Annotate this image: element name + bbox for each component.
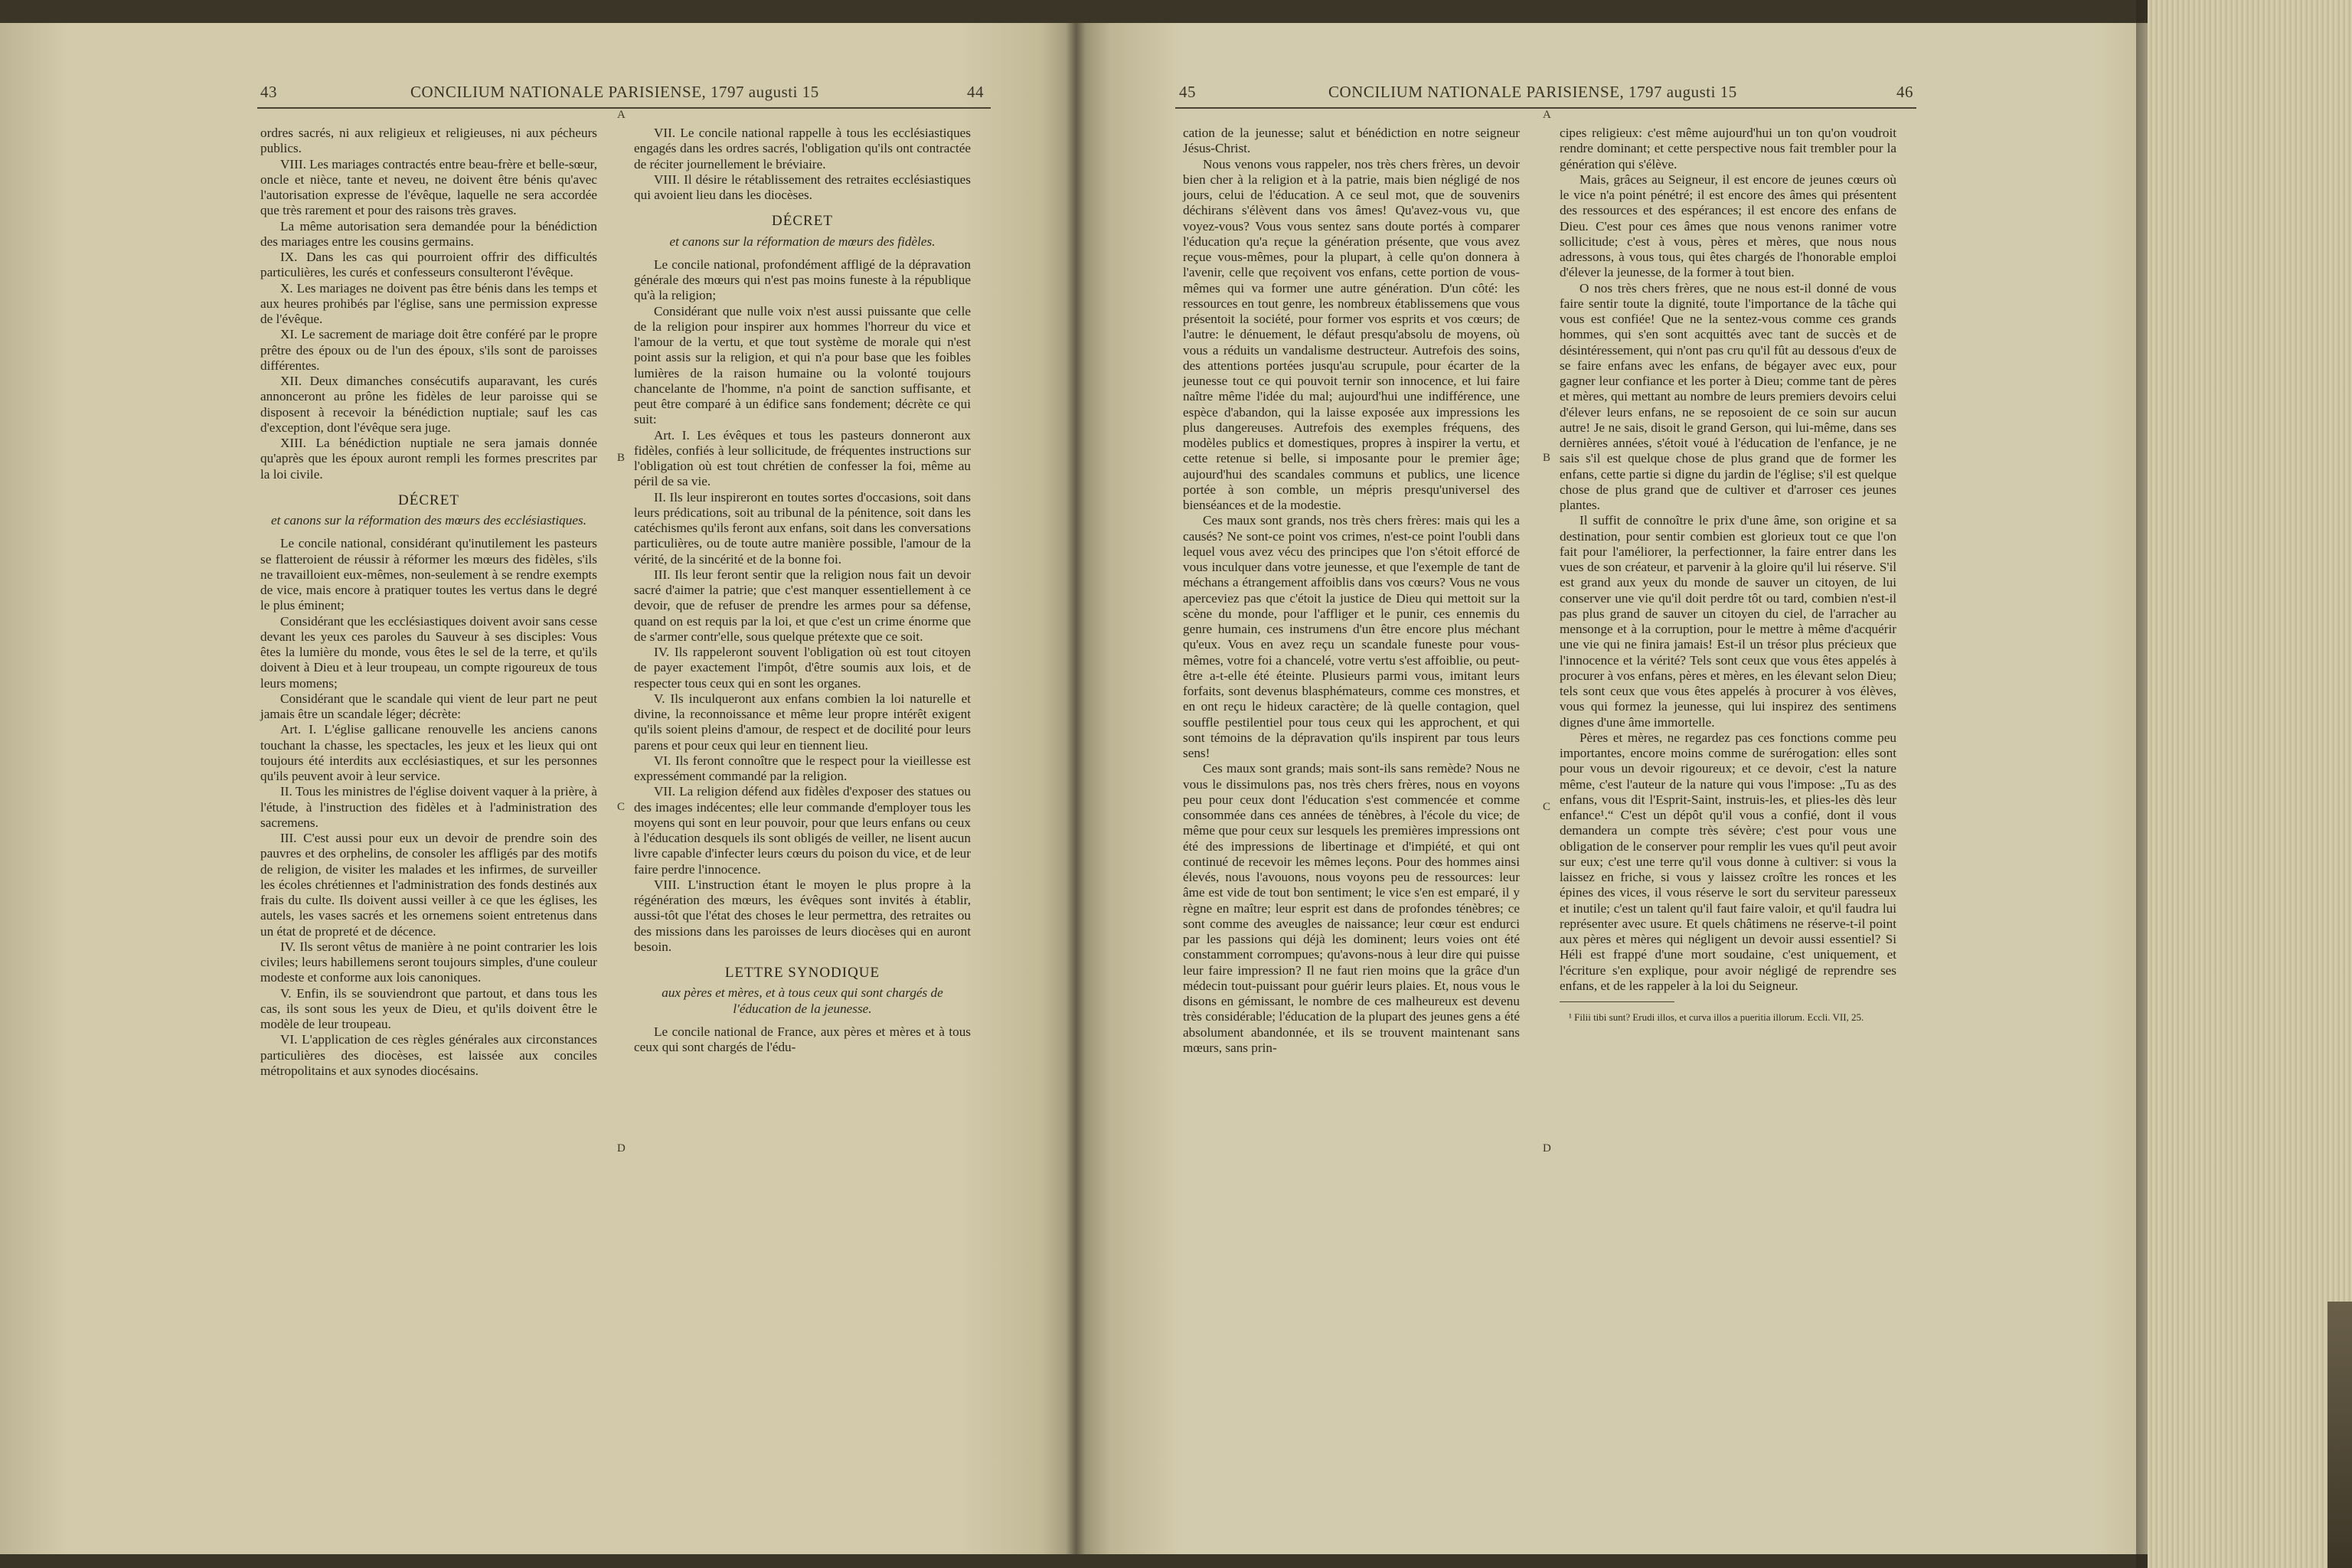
paragraph: VI. Ils feront connoître que le respect pour la vieillesse est expressément commandé par la religion. <box>634 753 971 783</box>
paragraph: Le concile national de France, aux pères et mères et à tous ceux qui sont chargés de l'édu- <box>634 1024 971 1054</box>
margin-marker: B <box>1543 452 1551 464</box>
paragraph: IV. Ils seront vêtus de manière à ne point contrarier les lois civiles; leurs habillemens seront toujours simples, d'une couleur modeste et conforme aux lois canoniques. <box>260 939 597 985</box>
paragraph: cation de la jeunesse; salut et bénédiction en notre seigneur Jésus-Christ. <box>1183 126 1520 156</box>
column-46 <box>1560 126 1896 1024</box>
page-number: 43 <box>260 83 277 101</box>
page-number: 45 <box>1179 83 1196 101</box>
paragraph: II. Ils leur inspireront en toutes sortes d'occasions, soit dans leurs prédications, soit au tribunal de la pénitence, soit dans les catéchismes qu'ils feront aux enfans, soit dans les conversations particulières, ou de toute autre manière possible, l'amour de la vérité, de la sincérité et de la bonne foi. <box>634 489 971 567</box>
running-title: CONCILIUM NATIONALE PARISIENSE, 1797 augusti 15 <box>410 83 819 101</box>
paragraph: cipes religieux: c'est même aujourd'hui un ton qu'on voudroit rendre dominant; et cette perspective nous fait trembler pour la génération qui s'élève. <box>1560 126 1896 172</box>
paragraph: Ces maux sont grands; mais sont-ils sans remède? Nous ne vous le dissimulons pas, nos très chers frères, nous en voyons peu pour ceux dont l'éducation s'est commencée et comme consommée dans ces années de ténèbres, à l'école du vice; de même que pour ceux sur lesquels les premières impressions ont été des impressions de libertinage et d'impiété, et qui ont continué de recevoir les mêmes leçons. Pour des hommes ainsi élevés, nous l'avouons, nous voyons peu de ressources: leur âme est vide de tout bon sentiment; le vice s'en est emparé, il y règne en maître; leur esprit est dans de profondes ténèbres; ce sont comme des aveugles de naissance; leur cœur est endurci par les passions qui déjà les dominent; leurs voies ont été constamment corrompues; qu'avons-nous à leur dire qui puisse leur faire impression? Il ne faut rien moins que la grâce d'un médecin tout-puissant pour guérir leurs plaies. Et, nous vous le disons en gémissant, le nombre de ces malheureux est devenu très considérable; l'éducation de la plupart des jeunes gens a été absolument abandonnée, et ils se trouvent maintenant sans mœurs, sans prin- <box>1183 761 1520 1055</box>
running-title: CONCILIUM NATIONALE PARISIENSE, 1797 augusti 15 <box>1328 83 1737 101</box>
section-subheading: et canons sur la réformation de mœurs des fidèles. <box>669 234 936 249</box>
paragraph: La même autorisation sera demandée pour la bénédiction des mariages entre les cousins germains. <box>260 218 597 249</box>
paragraph: V. Enfin, ils se souviendront que partout, et dans tous les cas, ils sont sous les yeux de Dieu, et qu'ils doivent être le modèle de leur troupeau. <box>260 985 597 1031</box>
margin-marker: C <box>617 801 626 813</box>
paragraph: Mais, grâces au Seigneur, il est encore de jeunes cœurs où le vice n'a point pénétré; il est encore des âmes qui présentent des ressources et des espérances; il est encore des enfans de Dieu. C'est pour ces âmes que nous venons ranimer votre sollicitude; c'est à vous, pères et mères, que nous nous adressons, à vous tous, qui êtes chargés de l'honorable emploi d'élever la jeunesse, de la former à tout bien. <box>1560 172 1896 280</box>
paragraph: VII. La religion défend aux fidèles d'exposer des statues ou des images indécentes; elle leur commande d'employer tous les moyens qui sont en leur pouvoir, pour que leurs enfans ou ceux à l'éducation desquels ils sont obligés de veiller, ne lisent aucun livre capable d'infecter leurs cœurs du poison du vice, et de leur faire perdre l'innocence. <box>634 784 971 877</box>
section-subheading: aux pères et mères, et à tous ceux qui sont chargés de l'éducation de la jeunesse. <box>662 985 943 1016</box>
section-subheading: et canons sur la réformation des mœurs des ecclésiastiques. <box>271 513 586 528</box>
paragraph: X. Les mariages ne doivent pas être bénis dans les temps et aux heures prohibés par l'église, sans une permission expresse de l'évêque. <box>260 280 597 326</box>
paragraph: Nous venons vous rappeler, nos très chers frères, un devoir bien cher à la religion et à la patrie, mais bien négligé de nos jours, celui de l'éducation. A ce seul mot, que de souvenirs déchirans s'élèvent dans vos âmes! Qu'avez-vous vu, que voyez-vous? Vous vous sentez sans doute portés à comparer l'éducation qu'a reçue la génération présente, que vous avez reçue vous-mêmes, pour la plupart, à celle qu'on donnera à l'avenir, celle que reçoivent vos enfans, cette portion de vous-mêmes qui va former une autre génération. D'un côté: les ressources en tout genre, les nombreux établissemens que vous présentoit la société, pour former vos esprits et vos cœurs; de l'autre: le dénuement, le défaut presqu'absolu de moyens, où vous a réduits un vandalisme destructeur. Autrefois des soins, des attentions portées jusqu'au scrupule, pour écarter de la jeunesse tout ce qui pouvoit ternir son innocence, et lui faire naître même l'idée du mal; aujourd'hui une indifférence, une espèce d'abandon, qui la laisse exposée aux impressions les plus dangereuses. Autrefois des exemples fréquens, des modèles publics et domestiques, propres à inspirer la vertu, et cette retenue si belle, si imposante pour le premier âge; aujourd'hui des scandales communs et publics, une licence portée à son comble, un mépris presqu'universel des bienséances et de la modestie. <box>1183 156 1520 512</box>
section-heading: DÉCRET <box>398 492 459 508</box>
margin-marker: C <box>1543 801 1551 813</box>
paragraph: ordres sacrés, ni aux religieux et religieuses, ni aux pécheurs publics. <box>260 126 597 156</box>
paragraph: XI. Le sacrement de mariage doit être conféré par le propre prêtre des époux ou de l'un des époux, s'ils sont de paroisses différentes. <box>260 327 597 373</box>
page-edge-stack <box>2148 0 2352 1568</box>
paragraph: Considérant que nulle voix n'est aussi puissante que celle de la religion pour inspirer aux hommes l'horreur du vice et l'amour de la vertu, et que tout système de morale qui n'est point assis sur la religion, et qui n'a pour base que les foibles lumières de la raison humaine ou la volonté toujours chancelante de l'homme, n'a point de sanction suffisante, et peut être comparé à un édifice sans fondement; décrète ce qui suit: <box>634 303 971 427</box>
paragraph: VIII. Les mariages contractés entre beau-frère et belle-sœur, oncle et nièce, tante et neveu, ne doivent être bénis qu'avec l'autorisation expresse de l'évêque, laquelle ne sera accordée que très rarement et pour des raisons très graves. <box>260 156 597 218</box>
paragraph: O nos très chers frères, que ne nous est-il donné de vous faire sentir toute la dignité, toute l'importance de la tâche qui vous est confiée! Que ne la sentez-vous comme ces grands hommes, qui s'en sont acquittés avec tant de succès et de désintéressement, qui n'ont pas cru qu'il fût au dessous d'eux de se faire enfans avec les enfans, de bégayer avec eux, pour gagner leur confiance et les porter à Dieu; comme tant de pères et mères, qui mettant au nombre de leurs premiers devoirs celui d'élever leurs enfans, ne se reposoient de ce soin sur aucun autre! Je ne sais, disoit le grand Gerson, qui lui-même, dans ses dernières années, s'étoit voué à l'éducation de l'enfance, je ne sais s'il est quelque chose de plus grand que de former les enfans, cette partie si digne du jardin de l'église; s'il est quelque chose de plus grand que de cultiver et d'arroser ces jeunes plantes. <box>1560 280 1896 512</box>
section-heading: DÉCRET <box>772 213 833 230</box>
book-gutter <box>1066 23 1086 1554</box>
paragraph: Art. I. Les évêques et tous les pasteurs donneront aux fidèles, confiés à leur sollicitude, de fréquentes instructions sur l'obligation où est tout chrétien de confesser la foi, même au péril de sa vie. <box>634 427 971 489</box>
margin-marker: D <box>1543 1142 1551 1155</box>
right-page <box>1076 23 2148 1554</box>
paragraph: VIII. Il désire le rétablissement des retraites ecclésiastiques qui avoient lieu dans les diocèses. <box>634 172 971 202</box>
paragraph: Le concile national, profondément affligé de la dépravation générale des mœurs qui n'est pas moins funeste à la république qu'à la religion; <box>634 256 971 303</box>
paragraph: XIII. La bénédiction nuptiale ne sera jamais donnée qu'après que les époux auront rempli les formes prescrites par la loi civile. <box>260 436 597 482</box>
paragraph: Le concile national, considérant qu'inutilement les pasteurs se flatteroient de réussir à réformer les mœurs des fidèles, s'ils ne travailloient eux-mêmes, non-seulement à se rendre exempts de vice, mais encore à pratiquer toutes les vertus dans le degré le plus éminent; <box>260 536 597 613</box>
background-corner <box>2328 1302 2352 1568</box>
paragraph: VIII. L'instruction étant le moyen le plus propre à la régénération des mœurs, les évêques sont invités à établir, aussi-tôt que l'état des choses le leur permettra, des retraites ou des missions dans les paroisses de leurs diocèses qui en auront besoin. <box>634 877 971 954</box>
paragraph: Considérant que le scandale qui vient de leur part ne peut jamais être un scandale léger; décrète: <box>260 691 597 721</box>
paragraph: IX. Dans les cas qui pourroient offrir des difficultés particulières, les curés et confesseurs consulteront l'évêque. <box>260 250 597 280</box>
paragraph: IV. Ils rappeleront souvent l'obligation où est tout citoyen de payer exactement l'impôt, d'être soumis aux lois, et de respecter tous ceux qui en sont les organes. <box>634 645 971 691</box>
footnote: ¹ Filii tibi sunt? Erudi illos, et curva illos a pueritia illorum. Eccli. VII, 25. <box>1569 1011 1864 1023</box>
paragraph: Ces maux sont grands, nos très chers frères: mais qui les a causés? Ne sont-ce point vos crimes, n'est-ce point l'oubli dans lequel vous avez vécu des principes que l'on s'étoit efforcé de vous inculquer dans votre jeunesse, et que l'exemple de tant de méchans a étrangement affoiblis dans vos cœurs? Vous ne vous aperceviez pas que c'étoit la justice de Dieu qui mettoit sur la scène du monde, pour l'affliger et le punir, ces ennemis du genre humain, ces instrumens d'un être encore plus méchant qu'eux. Vous en avez reçu un scandale funeste pour vous-mêmes, votre foi a chancelé, votre vertu s'est affoiblie, ou peut-être a-t-elle été éteinte. Plusieurs parmi vous, imitant leurs forfaits, sont devenus blasphémateurs, comme ces monstres, et en ont reçu le hideux caractère; de là quelle contagion, quel souffle pestilentiel pour tous ceux qui les approchent, et qui sont témoins de la dépravation qu'ils inspirent par tous leurs sens! <box>1183 513 1520 760</box>
left-page <box>0 23 1076 1554</box>
section-heading: LETTRE SYNODIQUE <box>724 965 880 981</box>
paragraph: XII. Deux dimanches consécutifs auparavant, les curés annonceront au prône les fidèles de leur paroisse qui se disposent à recevoir la bénédiction nuptiale; sauf les cas d'exception, dont l'évêque sera juge. <box>260 374 597 435</box>
paragraph: VII. Le concile national rappelle à tous les ecclésiastiques engagés dans les ordres sacrés, l'obligation qu'ils ont contractée de réciter journellement le bréviaire. <box>634 126 971 172</box>
paragraph: VI. L'application de ces règles générales aux circonstances particulières des diocèses, est laissée aux conciles métropolitains et aux synodes diocésains. <box>260 1032 597 1078</box>
column-45 <box>1183 126 1520 1056</box>
paragraph: V. Ils inculqueront aux enfans combien la loi naturelle et divine, la reconnoissance et même leur propre intérêt exigent qu'ils soient pleins d'amour, de respect et de docilité pour leurs parens et pour ceux qui leur en tiennent lieu. <box>634 691 971 753</box>
paragraph: Considérant que les ecclésiastiques doivent avoir sans cesse devant les yeux ces paroles du Sauveur à ses disciples: Vous êtes la lumière du monde, vous êtes le sel de la terre, et qu'ils doivent à Dieu et à leur troupeau, un compte rigoureux de tous leurs momens; <box>260 613 597 691</box>
margin-marker: D <box>617 1142 626 1155</box>
margin-marker: B <box>617 452 626 464</box>
paragraph: III. C'est aussi pour eux un devoir de prendre soin des pauvres et des orphelins, de consoler les affligés par des motifs de religion, de visiter les malades et les infirmes, de surveiller les écoles chrétiennes et l'administration des fonds destinés aux frais du culte. Ils doivent aussi veiller à ce que les églises, les autels, les vases sacrés et les ornemens soient entretenus dans un état de propreté et de décence. <box>260 831 597 939</box>
column-43 <box>260 126 597 1079</box>
paragraph: Pères et mères, ne regardez pas ces fonctions comme peu importantes, encore moins comme de surérogation: elles sont pour vous un devoir rigoureux; et ce devoir, c'est la nature même, c'est l'auteur de la nature qui vous l'impose: „Tu as des enfans, vous dit l'Esprit-Saint, instruis-les, et plies-les dès leur enfance¹.“ C'est un dépôt qu'il vous a confié, dont il vous demandera un compte très sévère; c'est pour vous une obligation de le conserver pour remplir les vues qu'il peut avoir sur eux; c'est une terre qu'il vous donne à cultiver: si vous la laissez en friche, si vous y laissez croître les ronces et les épines des vices, il vous réserve le sort du serviteur paresseux et inutile; c'est un talent qu'il faut faire valoir, et qu'il faudra lui représenter avec usure. Et quels châtimens ne réserve-t-il point aux pères et mères qui négligent un devoir aussi essentiel? Si Héli est frappé d'une mort soudaine, c'est uniquement, et l'écriture s'en explique, pour avoir négligé de reprendre ses enfans, et de les rappeler à la loi du Seigneur. <box>1560 730 1896 993</box>
paragraph: Art. I. L'église gallicane renouvelle les anciens canons touchant la chasse, les spectacles, les jeux et les lieux qui ont toujours été interdits aux ecclésiastiques, et sur les personnes qu'ils peuvent avoir à leur service. <box>260 722 597 783</box>
margin-marker: A <box>1543 109 1551 121</box>
paragraph: II. Tous les ministres de l'église doivent vaquer à la prière, à l'étude, à l'instruction des fidèles et à l'administration des sacremens. <box>260 784 597 830</box>
page-number: 44 <box>967 83 984 101</box>
page-number: 46 <box>1896 83 1913 101</box>
paragraph: III. Ils leur feront sentir que la religion nous fait un devoir sacré d'aimer la patrie; que c'est manquer essentiellement à ce devoir, que de refuser de prendre les armes pour sa défense, quand on est requis par la loi, et que c'est un crime énorme que de s'armer contr'elle, sous quelque prétexte que ce soit. <box>634 567 971 644</box>
footnote-rule <box>1560 1001 1674 1002</box>
margin-marker: A <box>617 109 626 121</box>
column-44 <box>634 126 971 1055</box>
paragraph: Il suffit de connoître le prix d'une âme, son origine et sa destination, pour sentir combien est glorieux tout ce que l'on fait pour l'améliorer, la perfectionner, la faire entrer dans les vues de son créateur, et parvenir à la gloire qu'il lui réserve. S'il est grand aux yeux du monde de sauver un citoyen, de lui conserver une vie qu'il doit perdre tôt ou tard, combien n'est-il pas plus grand de sauver un citoyen du ciel, de l'arracher au mensonge et à la corruption, pour le mettre à même d'acquérir une vie qui ne finira jamais! Est-il un trésor plus précieux que l'innocence et la vérité? Tels sont ceux que vous êtes appelés à procurer à vos enfans, pères et mères, en les élevant selon Dieu; tels sont ceux que vous êtes appelés à procurer à vos élèves, vous qui formez la jeunesse, qui lui inspirez des sentimens dignes d'une âme immortelle. <box>1560 513 1896 730</box>
